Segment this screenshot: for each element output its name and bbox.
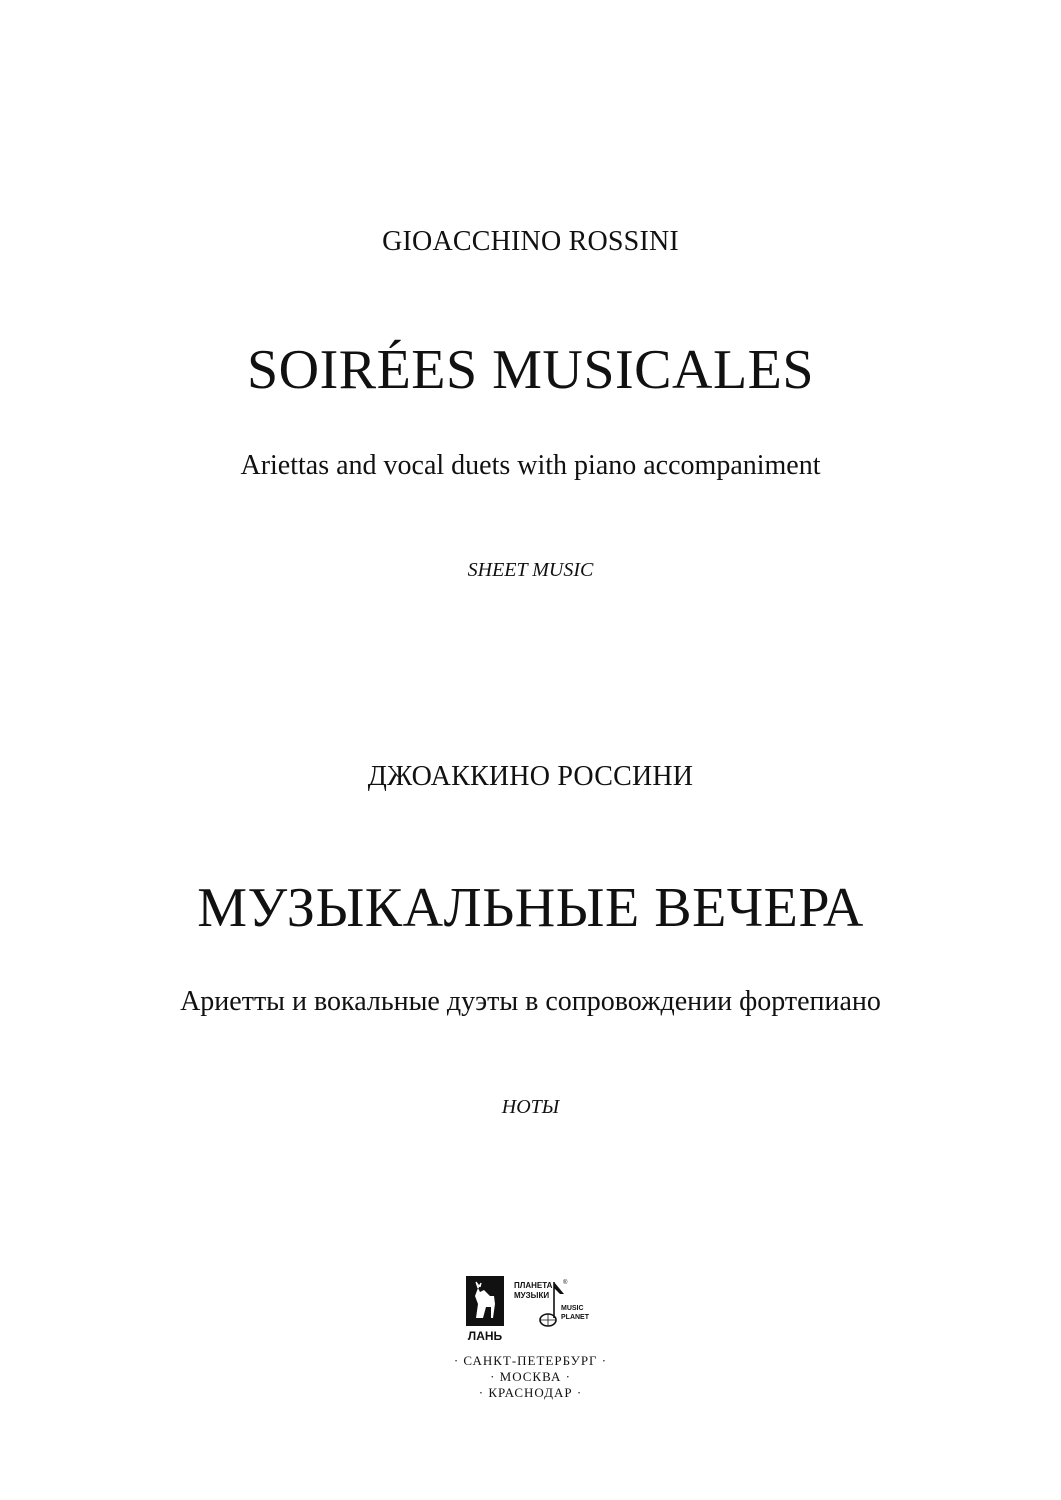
- lan-logo: [466, 1276, 504, 1343]
- author-name-russian: ДЖОАККИНО РОССИНИ: [367, 761, 694, 792]
- registered-mark: ®: [563, 1280, 568, 1286]
- planet-line-2: МУЗЫКИ: [514, 1291, 550, 1300]
- author-name-english: GIOACCHINO ROSSINI: [382, 226, 679, 257]
- publisher-logo-graphic: [466, 1274, 596, 1346]
- lan-logo-text: ЛАНЬ: [467, 1329, 503, 1343]
- subtitle-russian: Ариетты и вокальные дуэты в сопровождении фортепиано: [180, 986, 881, 1017]
- music-planet-line-2: PLANET: [561, 1314, 589, 1321]
- planet-line-1: ПЛАНЕТА: [514, 1281, 553, 1290]
- publisher-logos: [466, 1274, 596, 1346]
- subtitle-english: Ariettas and vocal duets with piano accompaniment: [240, 450, 821, 481]
- planet-music-logo: [514, 1279, 590, 1326]
- title-english: SOIRÉES MUSICALES: [246, 339, 815, 401]
- publication-type-russian: НОТЫ: [501, 1096, 560, 1118]
- publication-type-english: SHEET MUSIC: [467, 559, 594, 581]
- music-planet-line-1: MUSIC: [561, 1305, 584, 1312]
- city-krasnodar: · КРАСНОДАР ·: [478, 1385, 583, 1400]
- title-russian: МУЗЫКАЛЬНЫЕ ВЕЧЕРА: [197, 877, 864, 939]
- city-moscow: · МОСКВА ·: [490, 1369, 571, 1384]
- city-st-petersburg: · САНКТ-ПЕТЕРБУРГ ·: [453, 1353, 608, 1368]
